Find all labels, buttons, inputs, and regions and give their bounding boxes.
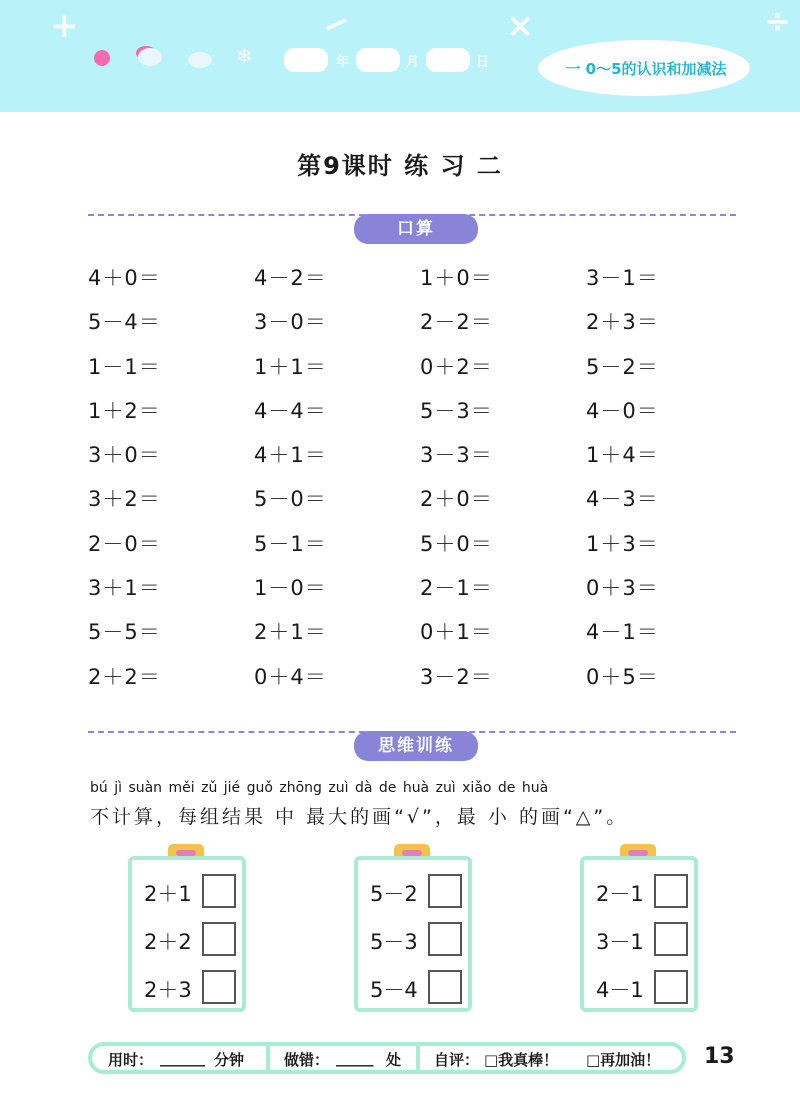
calc-row (88, 262, 738, 306)
calc-item: 3＋0＝ (88, 443, 161, 468)
section-tab-thinking: 思维训练 (354, 731, 478, 761)
time-blank[interactable]: ______ (160, 1049, 205, 1067)
calc-item: 4－3＝ (586, 487, 659, 512)
group-expression: 2＋1 (144, 882, 192, 906)
calc-item: 2－0＝ (88, 531, 161, 556)
calc-row (88, 572, 738, 616)
calc-item: 5＋0＝ (420, 531, 493, 556)
calc-item: 0＋1＝ (420, 620, 493, 645)
calc-item: 3－0＝ (254, 310, 327, 335)
calc-item: 3－3＝ (420, 443, 493, 468)
divide-icon: ÷ (764, 2, 791, 40)
calc-item: 3－1＝ (586, 266, 659, 290)
plus-icon: + (50, 6, 79, 46)
comparison-group (580, 856, 698, 1012)
rainy-icon (188, 52, 212, 68)
year-label: 年 (336, 55, 350, 70)
calc-row (88, 351, 738, 395)
time-label: 用时： (108, 1051, 154, 1069)
answer-box[interactable] (202, 922, 236, 956)
calc-item: 1＋3＝ (586, 531, 659, 556)
section-tab-oral: 口算 (354, 214, 478, 244)
minus-icon: − (314, 0, 358, 49)
calc-item: 0＋2＝ (420, 354, 493, 379)
pinyin-line: bú jì suàn měi zǔ jié guǒ zhōng zuì dà de huà zuì xiǎo de huà (90, 780, 549, 796)
calc-item: 4－2＝ (254, 266, 327, 290)
answer-box[interactable] (654, 922, 688, 956)
sunny-icon (94, 50, 110, 66)
calc-row (88, 483, 738, 527)
answer-box[interactable] (654, 874, 688, 908)
calc-item: 4＋0＝ (88, 266, 161, 290)
calc-item: 1－0＝ (254, 576, 327, 601)
group-expression: 5－4 (370, 978, 418, 1002)
footer-divider (416, 1044, 420, 1072)
calc-item: 3－2＝ (420, 664, 493, 689)
group-expression: 2＋3 (144, 978, 192, 1002)
calc-item: 3＋1＝ (88, 576, 161, 601)
answer-box[interactable] (428, 874, 462, 908)
times-icon: × (506, 6, 535, 46)
calc-item: 1＋2＝ (88, 398, 161, 423)
header-band (0, 0, 800, 112)
group-expression: 4－1 (596, 978, 644, 1002)
calc-row (88, 306, 738, 350)
comparison-group (128, 856, 246, 1012)
month-field[interactable] (356, 48, 400, 72)
answer-box[interactable] (428, 970, 462, 1004)
answer-box[interactable] (428, 922, 462, 956)
answer-box[interactable] (654, 970, 688, 1004)
calc-item: 2＋0＝ (420, 487, 493, 512)
snow-icon: ❄ (236, 44, 253, 68)
year-field[interactable] (284, 48, 328, 72)
calc-item: 0＋4＝ (254, 664, 327, 689)
error-blank[interactable]: _____ (336, 1049, 374, 1067)
page-number: 13 (704, 1044, 735, 1069)
answer-box[interactable] (202, 970, 236, 1004)
month-label: 月 (406, 55, 420, 70)
error-unit: 处 (386, 1051, 402, 1069)
calc-row (88, 395, 738, 439)
calc-item: 5－2＝ (586, 354, 659, 379)
calc-item: 4－0＝ (586, 398, 659, 423)
calc-item: 5－0＝ (254, 487, 327, 512)
question-text: 不计算，每组结果 中 最大的画“√”，最 小 的画“△”。 (90, 806, 629, 828)
calc-item: 2＋3＝ (586, 310, 659, 335)
calc-item: 5－3＝ (420, 398, 493, 423)
group-expression: 5－2 (370, 882, 418, 906)
error-label: 做错： (284, 1051, 330, 1069)
option-try-harder[interactable]: □再加油！ (586, 1051, 661, 1069)
cloudy-icon (138, 48, 162, 66)
calc-item: 4－4＝ (254, 398, 327, 423)
calc-item: 2－2＝ (420, 310, 493, 335)
day-label: 日 (476, 55, 490, 70)
calc-item: 1＋4＝ (586, 443, 659, 468)
calc-item: 0＋3＝ (586, 576, 659, 601)
option-great[interactable]: □我真棒！ (484, 1051, 559, 1069)
calc-item: 5－4＝ (88, 310, 161, 335)
calc-item: 1＋0＝ (420, 266, 493, 290)
calc-item: 4＋1＝ (254, 443, 327, 468)
calc-row (88, 528, 738, 572)
group-expression: 3－1 (596, 930, 644, 954)
unit-title: 一 0～5的认识和加减法 (565, 60, 727, 78)
calc-row (88, 616, 738, 660)
calc-item: 1＋1＝ (254, 354, 327, 379)
calc-item: 2－1＝ (420, 576, 493, 601)
oral-calc-grid (88, 262, 738, 705)
calc-item: 1－1＝ (88, 354, 161, 379)
calc-item: 4－1＝ (586, 620, 659, 645)
group-expression: 2＋2 (144, 930, 192, 954)
comparison-group (354, 856, 472, 1012)
calc-item: 0＋5＝ (586, 664, 659, 689)
group-expression: 2－1 (596, 882, 644, 906)
self-eval-label: 自评： (434, 1051, 480, 1069)
time-unit: 分钟 (214, 1051, 245, 1069)
calc-row (88, 439, 738, 483)
calc-item: 3＋2＝ (88, 487, 161, 512)
calc-row (88, 661, 738, 705)
calc-item: 5－5＝ (88, 620, 161, 645)
footer-divider (266, 1044, 270, 1072)
calc-item: 2＋1＝ (254, 620, 327, 645)
calc-item: 5－1＝ (254, 531, 327, 556)
lesson-title: 第9课时 练 习 二 (297, 152, 503, 180)
calc-item: 2＋2＝ (88, 664, 161, 689)
day-field[interactable] (426, 48, 470, 72)
group-expression: 5－3 (370, 930, 418, 954)
answer-box[interactable] (202, 874, 236, 908)
